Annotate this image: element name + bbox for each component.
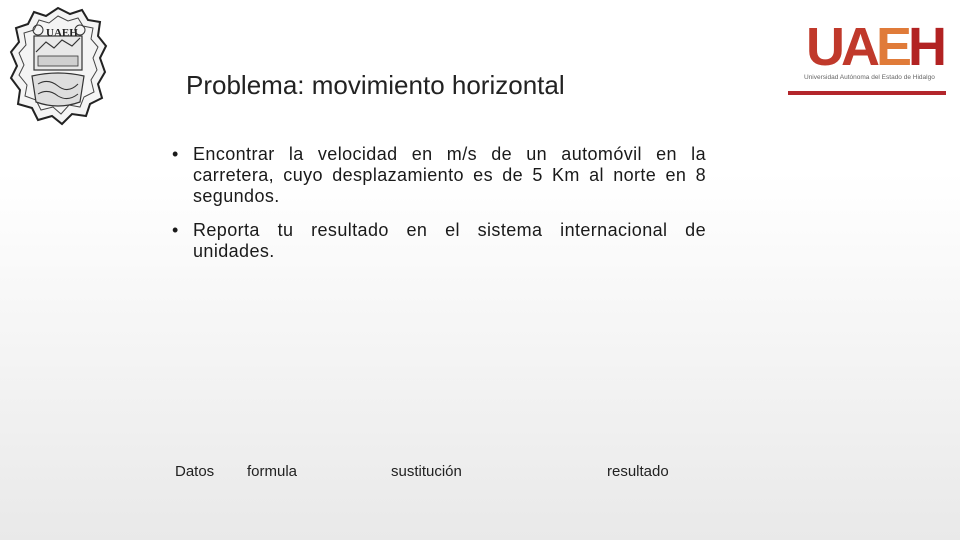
bullet-dot: • [172,220,179,240]
bullet-item [172,144,706,207]
bullet-dot: • [172,144,179,164]
seal-text: UAEH [46,27,78,39]
column-datos: Datos [175,463,215,480]
bullet-list [172,144,706,275]
brand-underline [788,91,946,95]
brand-letter-a: A [841,17,876,77]
uaeh-seal-logo [8,6,108,128]
bullet-item [172,220,706,262]
bullet-text: Encontrar la velocidad en m/s de un automóvil en la carretera, cuyo desplazamiento es de 5 Km al norte en 8 segundos. [193,144,706,206]
brand-wordmark [806,18,943,76]
bullet-text: Reporta tu resultado en el sistema internacional de unidades. [193,220,706,261]
column-resultado: resultado [607,463,669,480]
slide-title: Problema: movimiento horizontal [186,70,565,100]
uaeh-brand-logo [788,18,946,98]
brand-letter-e: E [876,17,909,77]
brand-letter-u: U [806,17,841,77]
column-formula: formula [247,463,298,480]
column-sustitucion: sustitución [391,463,462,480]
brand-letter-h: H [908,17,944,77]
brand-subtitle: Universidad Autónoma del Estado de Hidalgo [804,74,935,81]
